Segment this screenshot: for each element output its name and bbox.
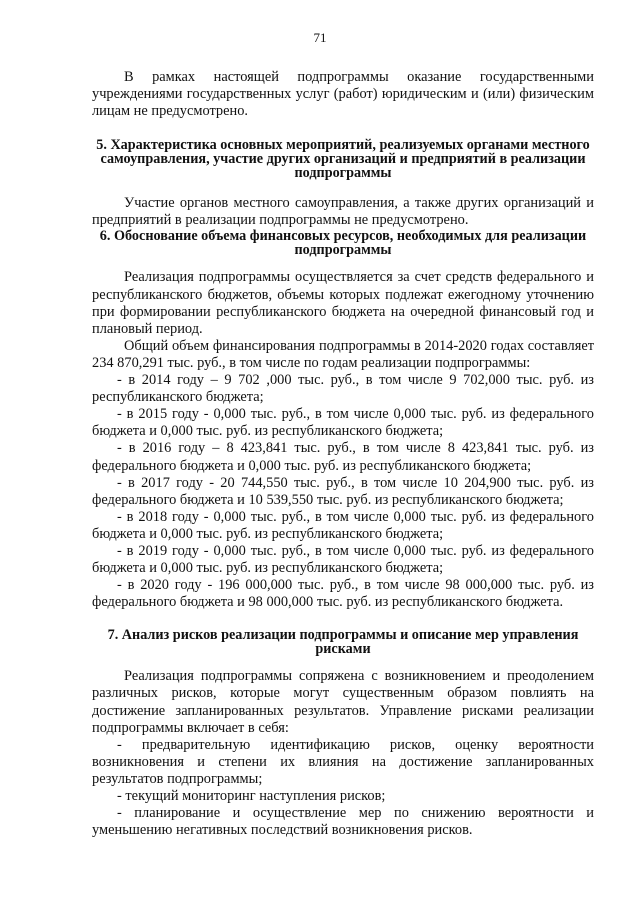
section-5-heading: 5. Характеристика основных мероприятий, реализуемых органами местного самоуправления, участие других организаций и предприятий в реализации подпрограммы — [96, 137, 590, 182]
section-6-paragraph-1: Реализация подпрограммы осуществляется за счет средств федерального и республиканского бюджетов, объемы которых подлежат ежегодному уточнению при формировании республиканского бюджета на очередной финансовый год и плановый период. — [92, 269, 594, 337]
risk-item-identification: - предварительную идентификацию рисков, оценку вероятности возникновения и степени их влияния на достижение запланированных результатов подпрограммы; — [92, 736, 594, 787]
year-item-2016: - в 2016 году – 8 423,841 тыс. руб., в том числе 8 423,841 тыс. руб. из федерального бюджета и 0,000 тыс. руб. из республиканского бюджета; — [92, 440, 594, 474]
section-7-heading: 7. Анализ рисков реализации подпрограммы и описание мер управления рисками — [107, 627, 579, 658]
year-item-2015: - в 2015 году - 0,000 тыс. руб., в том числе 0,000 тыс. руб. из федерального бюджета и 0,000 тыс. руб. из республиканского бюджета; — [92, 406, 594, 440]
section-5-paragraph: Участие органов местного самоуправления, а также других организаций и предприятий в реализации подпрограммы не предусмотрено. — [92, 195, 594, 229]
page-number: 71 — [313, 30, 327, 45]
section-6-paragraph-2: Общий объем финансирования подпрограммы в 2014-2020 годах составляет 234 870,291 тыс. руб., в том числе по годам реализации подпрограммы: — [92, 337, 594, 371]
year-item-2019: - в 2019 году - 0,000 тыс. руб., в том числе 0,000 тыс. руб. из федерального бюджета и 0,000 тыс. руб. из республиканского бюджета; — [92, 542, 594, 577]
risk-item-monitoring: - текущий мониторинг наступления рисков; — [117, 788, 386, 804]
intro-paragraph: В рамках настоящей подпрограммы оказание государственными учреждениями государственных услуг (работ) юридическим и (или) физическим лицам не предусмотрено. — [92, 69, 594, 120]
risk-item-mitigation: - планирование и осуществление мер по снижению вероятности и уменьшению негативных последствий возникновения рисков. — [92, 805, 594, 839]
year-item-2014: - в 2014 году – 9 702 ,000 тыс. руб., в том числе 9 702,000 тыс. руб. из республиканского бюджета; — [92, 372, 594, 406]
section-7-paragraph: Реализация подпрограммы сопряжена с возникновением и преодолением различных рисков, которые могут существенным образом повлиять на достижение запланированных результатов. Управление рисками реализации подпрограммы включает в себя: — [92, 668, 594, 736]
section-6-heading: 6. Обоснование объема финансовых ресурсов, необходимых для реализации подпрограммы — [99, 228, 587, 259]
page-content — [92, 69, 594, 839]
year-item-2017: - в 2017 году - 20 744,550 тыс. руб., в том числе 10 204,900 тыс. руб. из федерального бюджета и 10 539,550 тыс. руб. из республиканского бюджета; — [92, 474, 594, 508]
year-item-2020: - в 2020 году - 196 000,000 тыс. руб., в том числе 98 000,000 тыс. руб. из федерального бюджета и 98 000,000 тыс. руб. из республиканского бюджета. — [92, 577, 594, 611]
year-item-2018: - в 2018 году - 0,000 тыс. руб., в том числе 0,000 тыс. руб. из федерального бюджета и 0,000 тыс. руб. из республиканского бюджета; — [92, 508, 594, 542]
